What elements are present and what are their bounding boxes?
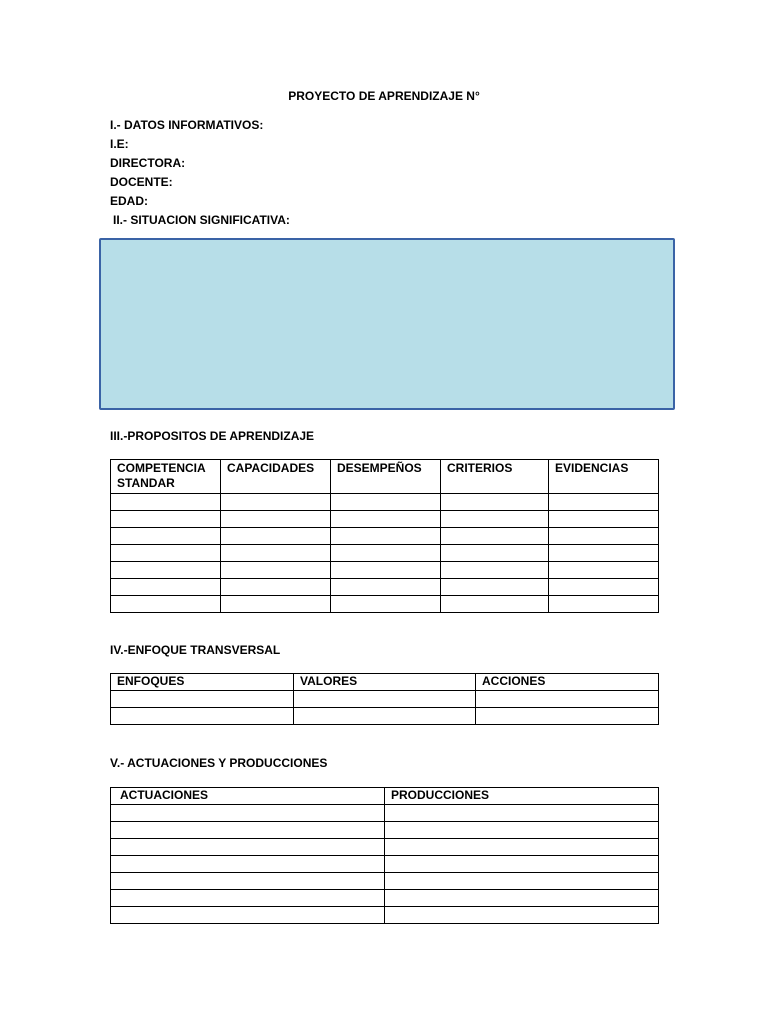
table-cell[interactable] — [549, 596, 659, 613]
table-cell[interactable] — [111, 839, 385, 856]
table-cell[interactable] — [331, 511, 441, 528]
table-cell[interactable] — [385, 805, 659, 822]
table-cell[interactable] — [221, 545, 331, 562]
table-cell[interactable] — [441, 596, 549, 613]
actuaciones-table — [110, 787, 659, 924]
table-cell[interactable] — [111, 873, 385, 890]
column-header-producciones: PRODUCCIONES — [385, 788, 659, 805]
table-cell[interactable] — [221, 562, 331, 579]
column-header-actuaciones: ACTUACIONES — [111, 788, 385, 805]
table-row — [111, 511, 659, 528]
situacion-heading: II.- SITUACION SIGNIFICATIVA: — [113, 213, 290, 227]
table-cell[interactable] — [549, 562, 659, 579]
table-row — [111, 873, 659, 890]
table-row — [111, 907, 659, 924]
table-cell[interactable] — [385, 856, 659, 873]
column-header-desempenos: DESEMPEÑOS — [331, 460, 441, 494]
directora-label: DIRECTORA: — [110, 156, 186, 170]
table-cell[interactable] — [221, 494, 331, 511]
situacion-text-box[interactable] — [99, 238, 675, 410]
ie-label: I.E: — [110, 137, 129, 151]
table-cell[interactable] — [111, 596, 221, 613]
column-header-evidencias: EVIDENCIAS — [549, 460, 659, 494]
table-cell[interactable] — [549, 528, 659, 545]
table-cell[interactable] — [331, 528, 441, 545]
propositos-table — [110, 459, 659, 613]
table-cell[interactable] — [476, 708, 659, 725]
table-row — [111, 805, 659, 822]
table-row — [111, 708, 659, 725]
table-cell[interactable] — [441, 579, 549, 596]
column-header-valores: VALORES — [294, 674, 476, 691]
table-cell[interactable] — [111, 907, 385, 924]
table-cell[interactable] — [221, 596, 331, 613]
table-row — [111, 494, 659, 511]
table-row — [111, 839, 659, 856]
table-cell[interactable] — [385, 907, 659, 924]
table-cell[interactable] — [549, 494, 659, 511]
enfoque-heading: IV.-ENFOQUE TRANSVERSAL — [110, 643, 281, 657]
table-cell[interactable] — [441, 545, 549, 562]
table-cell[interactable] — [111, 579, 221, 596]
enfoque-table — [110, 673, 659, 725]
table-cell[interactable] — [221, 528, 331, 545]
table-row — [111, 890, 659, 907]
actuaciones-heading: V.- ACTUACIONES Y PRODUCCIONES — [110, 756, 328, 770]
table-cell[interactable] — [441, 528, 549, 545]
table-cell[interactable] — [221, 511, 331, 528]
column-header-capacidades: CAPACIDADES — [221, 460, 331, 494]
table-cell[interactable] — [385, 873, 659, 890]
page-title: PROYECTO DE APRENDIZAJE N° — [288, 89, 480, 103]
table-cell[interactable] — [111, 511, 221, 528]
table-cell[interactable] — [441, 562, 549, 579]
table-row — [111, 691, 659, 708]
table-row — [111, 528, 659, 545]
table-cell[interactable] — [111, 494, 221, 511]
table-row — [111, 822, 659, 839]
table-cell[interactable] — [331, 494, 441, 511]
table-cell[interactable] — [111, 805, 385, 822]
table-cell[interactable] — [294, 691, 476, 708]
column-header-acciones: ACCIONES — [476, 674, 659, 691]
table-cell[interactable] — [441, 494, 549, 511]
table-cell[interactable] — [111, 691, 294, 708]
table-cell[interactable] — [476, 691, 659, 708]
table-row — [111, 856, 659, 873]
table-cell[interactable] — [549, 579, 659, 596]
table-cell[interactable] — [385, 822, 659, 839]
table-row — [111, 596, 659, 613]
column-header-enfoques: ENFOQUES — [111, 674, 294, 691]
table-cell[interactable] — [441, 511, 549, 528]
column-header-competencia: COMPETENCIA STANDAR — [111, 460, 221, 494]
table-row — [111, 579, 659, 596]
table-cell[interactable] — [385, 839, 659, 856]
propositos-heading: III.-PROPOSITOS DE APRENDIZAJE — [110, 429, 315, 443]
table-cell[interactable] — [549, 545, 659, 562]
table-row — [111, 545, 659, 562]
table-cell[interactable] — [111, 562, 221, 579]
table-cell[interactable] — [549, 511, 659, 528]
table-cell[interactable] — [331, 596, 441, 613]
table-cell[interactable] — [111, 545, 221, 562]
edad-label: EDAD: — [110, 194, 148, 208]
table-cell[interactable] — [385, 890, 659, 907]
table-cell[interactable] — [111, 856, 385, 873]
table-cell[interactable] — [111, 528, 221, 545]
table-cell[interactable] — [294, 708, 476, 725]
datos-informativos-heading: I.- DATOS INFORMATIVOS: — [110, 118, 264, 132]
table-row — [111, 562, 659, 579]
table-cell[interactable] — [221, 579, 331, 596]
table-cell[interactable] — [331, 545, 441, 562]
docente-label: DOCENTE: — [110, 175, 173, 189]
table-cell[interactable] — [111, 708, 294, 725]
table-cell[interactable] — [111, 890, 385, 907]
table-cell[interactable] — [331, 562, 441, 579]
table-cell[interactable] — [111, 822, 385, 839]
column-header-criterios: CRITERIOS — [441, 460, 549, 494]
table-cell[interactable] — [331, 579, 441, 596]
